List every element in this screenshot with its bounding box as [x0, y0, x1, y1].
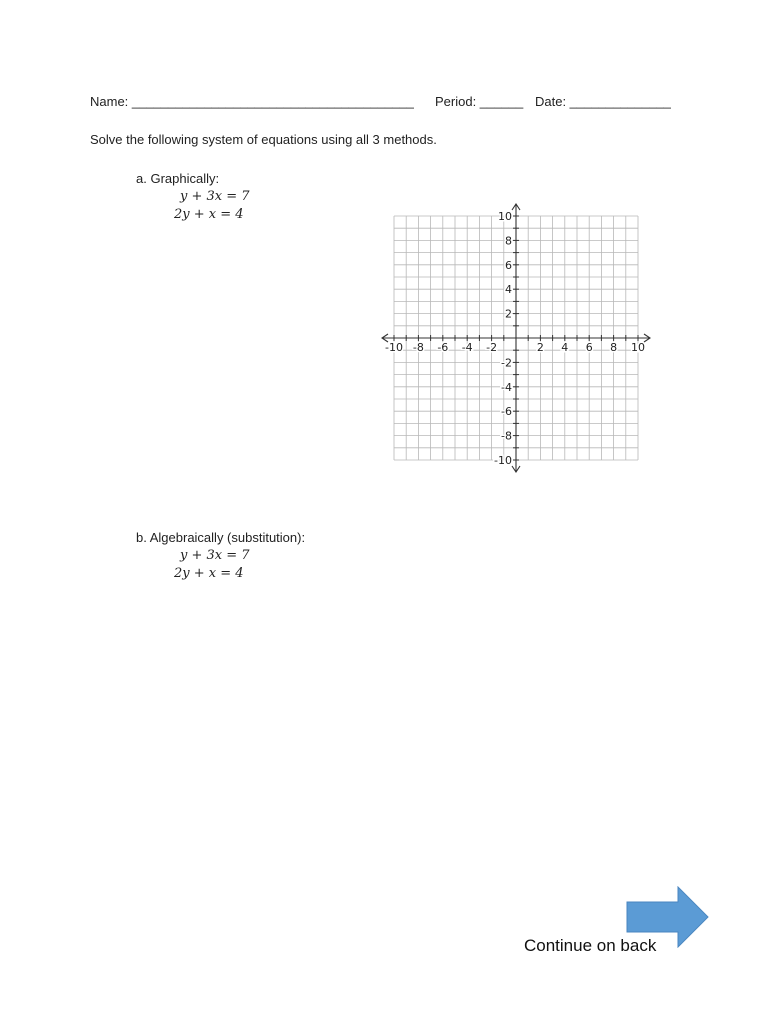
part-a-equation-1: y + 3x = 7	[180, 189, 250, 204]
x-tick-label: 2	[536, 341, 544, 354]
x-tick-label: -8	[412, 341, 424, 354]
y-tick-label: -6	[501, 405, 512, 419]
x-tick-label: -4	[461, 341, 473, 354]
part-a-label: a. Graphically:	[136, 171, 220, 186]
y-tick-label: 10	[498, 210, 512, 223]
part-b-label: b. Algebraically (substitution):	[136, 530, 306, 545]
y-tick-label: 8	[505, 234, 512, 248]
y-tick-label: -2	[501, 356, 512, 370]
y-tick-label: 6	[505, 258, 512, 272]
date-field-label: Date: ______________	[535, 94, 671, 109]
part-a-equation-2: 2y + x = 4	[174, 207, 244, 222]
continue-on-back-text: Continue on back	[524, 936, 657, 955]
period-field-label: Period: ______	[435, 94, 524, 109]
x-tick-label: 4	[561, 341, 569, 354]
x-tick-label: 8	[610, 341, 618, 354]
part-b-equation-2: 2y + x = 4	[174, 566, 244, 581]
part-b-equation-1: y + 3x = 7	[180, 548, 250, 563]
x-tick-label: 6	[585, 341, 593, 354]
coordinate-grid	[378, 196, 658, 486]
y-tick-label: -4	[501, 380, 512, 394]
x-tick-label: -6	[437, 341, 449, 354]
y-tick-label: -8	[501, 429, 512, 443]
y-tick-label: -10	[494, 454, 512, 467]
instructions: Solve the following system of equations using all 3 methods.	[90, 132, 437, 147]
x-tick-label: 10	[631, 341, 645, 354]
y-tick-label: 2	[505, 307, 512, 321]
x-tick-label: -10	[385, 341, 403, 354]
x-tick-label: -2	[486, 341, 498, 354]
y-tick-label: 4	[505, 283, 512, 297]
name-field-label: Name: _______________________________________	[90, 94, 414, 109]
